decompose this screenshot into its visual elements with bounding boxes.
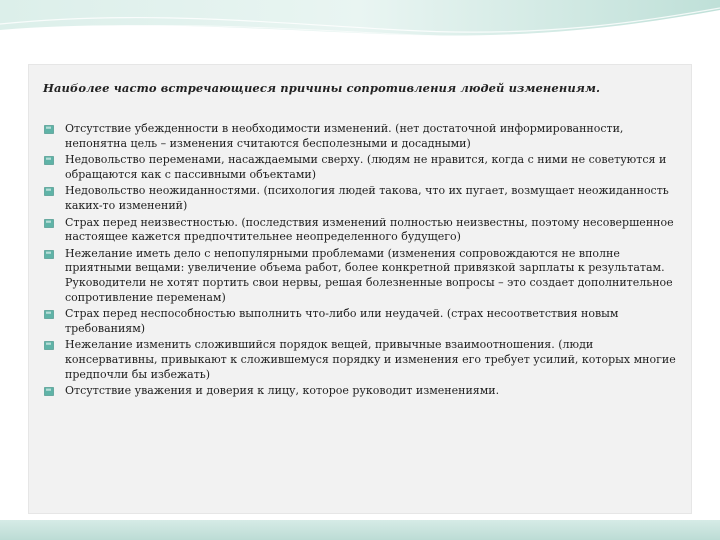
reason-text: Страх перед неизвестностью. (последствия изменений полностью неизвестны, поэтому несовершенное настоящее кажется предпочтительнее неопределенного будущего): [65, 215, 674, 244]
reason-item: [43, 122, 679, 151]
top-wave-decoration: [0, 0, 720, 60]
reason-item: [43, 247, 679, 305]
reason-item: [43, 216, 679, 245]
reason-text: Страх перед неспособностью выполнить что-либо или неудачей. (страх несоответствия новым требованиям): [65, 307, 619, 335]
reason-text: Отсутствие убежденности в необходимости изменений. (нет достаточной информированности, непонятна цель – изменения считаются бесполезными и досадными): [65, 122, 624, 150]
reason-text: Недовольство неожиданностями. (психология людей такова, что их пугает, возмущает неожиданность каких-то изменений): [65, 184, 669, 212]
square-bullet-icon: [44, 156, 54, 165]
content-panel: [28, 64, 692, 514]
square-bullet-icon: [44, 387, 54, 396]
reason-text: Недовольство переменами, насаждаемыми сверху. (людям не нравится, когда с ними не советуются и обращаются как с пассивными объектами): [65, 153, 667, 181]
reason-item: [43, 184, 679, 213]
reason-item: [43, 307, 679, 336]
bottom-decoration-bar: [0, 520, 720, 540]
square-bullet-icon: [44, 219, 54, 228]
reason-text: Нежелание иметь дело с непопулярными проблемами (изменения сопровождаются не вполне приятными вещами: увеличение объема работ, более конкретной привязкой зарплаты к результатам. Руководители не хотят портить свои нервы, решая болезненные вопросы – это создает дополнительное сопротивление переменам): [65, 246, 673, 304]
reason-item: [43, 338, 679, 382]
reason-text: Нежелание изменить сложившийся порядок вещей, привычные взаимоотношения. (люди консервативны, привыкают к сложившемуся порядку и изменения его требует усилий, которых многие предпочли бы избежать): [65, 338, 676, 381]
reason-item: [43, 153, 679, 182]
reason-item: [43, 384, 679, 399]
slide-heading: Наиболее часто встречающиеся причины сопротивления людей изменениям.: [43, 81, 601, 95]
square-bullet-icon: [44, 125, 54, 134]
reasons-list: [43, 122, 679, 401]
square-bullet-icon: [44, 250, 54, 259]
square-bullet-icon: [44, 341, 54, 350]
reason-text: Отсутствие уважения и доверия к лицу, которое руководит изменениями.: [65, 384, 500, 398]
square-bullet-icon: [44, 187, 54, 196]
square-bullet-icon: [44, 310, 54, 319]
